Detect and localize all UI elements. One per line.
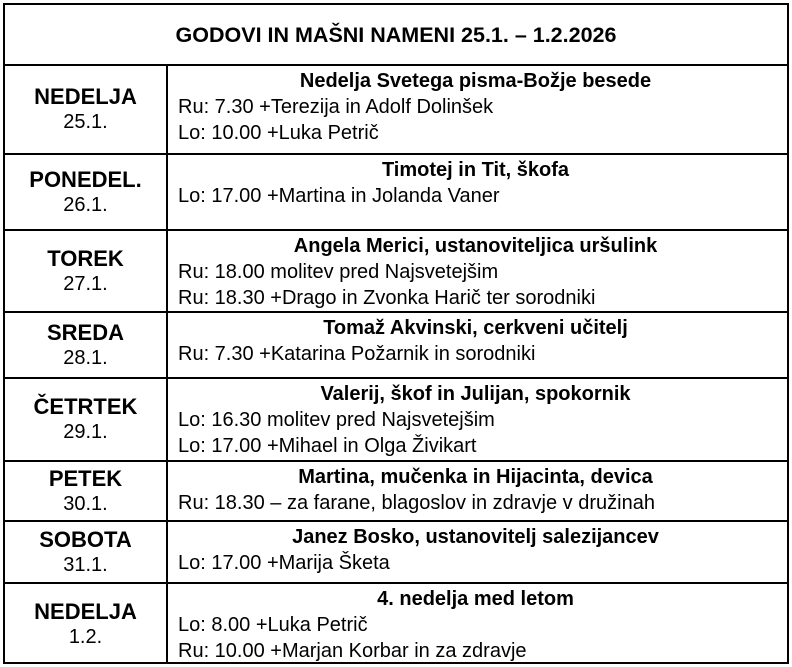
mass-intention: Lo: 17.00 +Martina in Jolanda Vaner [178, 185, 500, 207]
intentions-cell [168, 584, 787, 664]
day-cell [5, 584, 168, 664]
day-name: NEDELJA [34, 598, 137, 624]
mass-list [178, 183, 787, 209]
mass-list [178, 612, 787, 664]
mass-intention: Ru: 10.00 +Marjan Korbar in za zdravje [178, 640, 527, 662]
day-date: 28.1. [63, 346, 108, 369]
day-row [5, 462, 787, 522]
day-date: 27.1. [63, 272, 108, 295]
day-cell [5, 66, 168, 153]
day-name: SOBOTA [39, 526, 132, 552]
mass-intention: Lo: 17.00 +Mihael in Olga Živikart [178, 435, 477, 457]
mass-intention: Lo: 17.00 +Marija Šketa [178, 552, 390, 574]
day-name: PETEK [48, 465, 123, 491]
mass-intention: Ru: 18.00 molitev pred Najsvetejšim [178, 261, 499, 283]
day-date: 1.2. [68, 625, 103, 648]
intentions-cell [168, 155, 787, 229]
feast-title: Janez Bosko, ustanovitelj salezijancev [292, 526, 659, 548]
day-date: 29.1. [63, 421, 108, 443]
feast-title: Timotej in Tit, škofa [381, 159, 570, 181]
mass-intention: Lo: 16.30 molitev pred Najsvetejšim [178, 409, 495, 431]
intentions-cell [168, 522, 787, 582]
feast-title: Angela Merici, ustanoviteljica uršulink [293, 235, 658, 257]
feast-title: Nedelja Svetega pisma-Božje besede [299, 70, 652, 92]
intentions-cell [168, 313, 787, 377]
day-name: PONEDEL. [29, 166, 142, 192]
mass-list [178, 94, 787, 146]
mass-intention: Ru: 18.30 – za farane, blagoslov in zdravje v družinah [178, 492, 655, 514]
mass-intention: Lo: 10.00 +Luka Petrič [178, 122, 379, 144]
feast-title: Tomaž Akvinski, cerkveni učitelj [323, 317, 628, 339]
mass-intention: Lo: 8.00 +Luka Petrič [178, 614, 368, 636]
mass-intention: Ru: 7.30 +Terezija in Adolf Dolinšek [178, 96, 494, 118]
mass-intention: Ru: 7.30 +Katarina Požarnik in sorodniki [178, 343, 536, 365]
day-name: NEDELJA [34, 84, 137, 109]
mass-list [178, 407, 787, 459]
day-row [5, 66, 787, 155]
day-cell [5, 462, 168, 520]
day-name: SREDA [46, 319, 124, 345]
feast-title: Valerij, škof in Julijan, spokornik [320, 383, 631, 405]
day-cell [5, 379, 168, 460]
mass-list [178, 550, 787, 576]
day-row [5, 379, 787, 462]
day-name: ČETRTEK [33, 394, 138, 419]
day-row [5, 584, 787, 664]
mass-list [178, 490, 787, 516]
mass-intention: Ru: 18.30 +Drago in Zvonka Harič ter sorodniki [178, 287, 596, 309]
intentions-cell [168, 66, 787, 153]
day-cell [5, 313, 168, 377]
day-date: 25.1. [63, 111, 108, 133]
day-date: 30.1. [63, 492, 108, 515]
mass-list [178, 259, 787, 311]
page-title: GODOVI IN MAŠNI NAMENI 25.1. – 1.2.2026 [5, 5, 787, 66]
day-date: 31.1. [63, 553, 108, 576]
day-cell [5, 231, 168, 311]
feast-title: 4. nedelja med letom [377, 588, 574, 610]
day-row [5, 522, 787, 584]
day-cell [5, 522, 168, 582]
intentions-cell [168, 231, 787, 311]
day-row [5, 231, 787, 313]
day-cell [5, 155, 168, 229]
day-row [5, 155, 787, 231]
feast-title: Martina, mučenka in Hijacinta, devica [298, 466, 653, 488]
mass-list [178, 341, 787, 367]
intentions-cell [168, 462, 787, 520]
day-rows [5, 66, 787, 664]
day-name: TOREK [47, 245, 124, 271]
day-date: 26.1. [63, 193, 108, 216]
day-row [5, 313, 787, 379]
schedule-table [3, 3, 789, 664]
intentions-cell [168, 379, 787, 460]
